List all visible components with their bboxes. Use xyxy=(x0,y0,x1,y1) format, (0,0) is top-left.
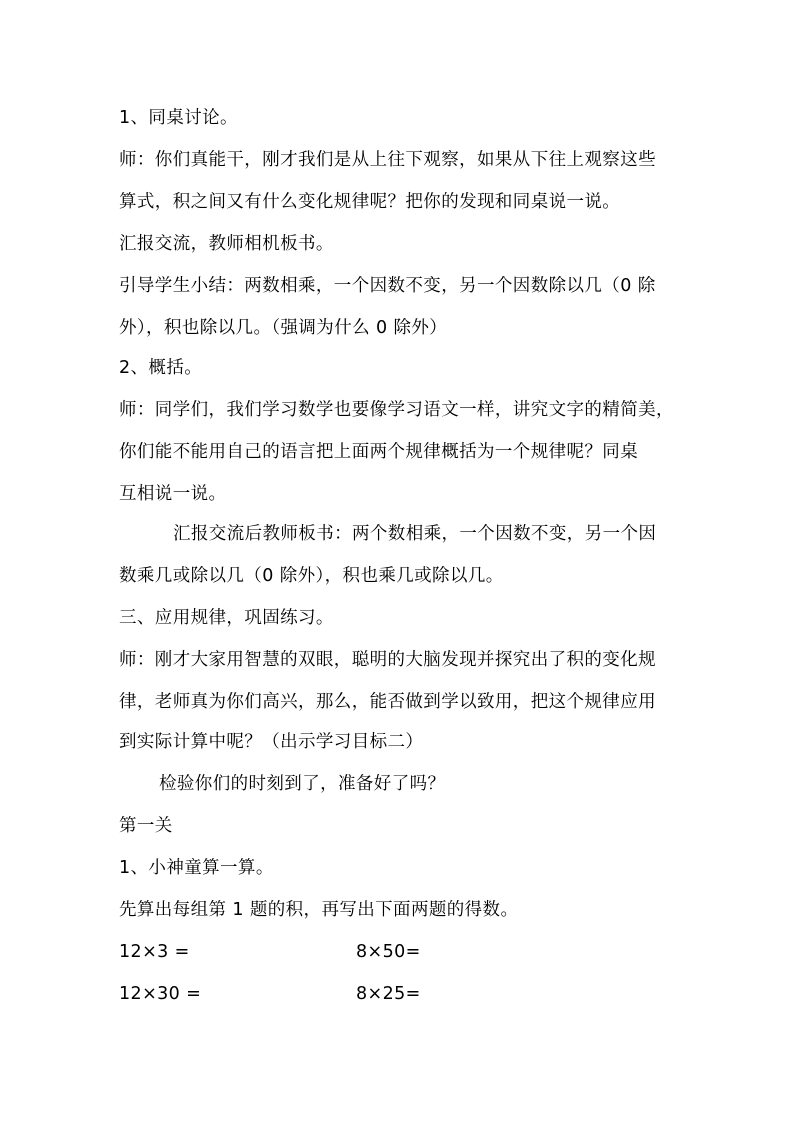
equation-right: 8×25= xyxy=(356,984,421,1004)
equation-left: 12×3 = xyxy=(119,942,190,962)
text-line: 汇报交流后教师板书：两个数相乘，一个因数不变，另一个因 xyxy=(173,524,657,544)
text-line: 汇报交流，教师相机板书。 xyxy=(119,234,334,254)
text-line: 数乘几或除以几（0 除外），积也乘几或除以几。 xyxy=(119,566,504,586)
text-line: 检验你们的时刻到了，准备好了吗？ xyxy=(159,774,446,794)
text-line: 先算出每组第 1 题的积，再写出下面两题的得数。 xyxy=(119,900,519,920)
text-line: 互相说一说。 xyxy=(119,484,227,504)
section-heading: 2、概括。 xyxy=(119,358,203,378)
text-line: 师：同学们，我们学习数学也要像学习语文一样，讲究文字的精简美， xyxy=(119,400,674,420)
text-line: 到实际计算中呢？（出示学习目标二） xyxy=(119,732,424,752)
text-line: 你们能不能用自己的语言把上面两个规律概括为一个规律呢？同桌 xyxy=(119,442,639,462)
text-line: 师：你们真能干，刚才我们是从上往下观察，如果从下往上观察这些 xyxy=(119,150,656,170)
equation-left: 12×30 = xyxy=(119,984,202,1004)
text-line: 1、同桌讨论。 xyxy=(119,108,238,128)
text-line: 师：刚才大家用智慧的双眼，聪明的大脑发现并探究出了积的变化规 xyxy=(119,650,656,670)
section-heading: 三、应用规律，巩固练习。 xyxy=(119,608,334,628)
text-line: 1、小神童算一算。 xyxy=(119,858,274,878)
text-line: 算式，积之间又有什么变化规律呢？把你的发现和同桌说一说。 xyxy=(119,192,621,212)
text-line: 律，老师真为你们高兴，那么，能否做到学以致用，把这个规律应用 xyxy=(119,692,656,712)
text-line: 引导学生小结：两数相乘，一个因数不变，另一个因数除以几（0 除 xyxy=(119,276,656,296)
text-line: 外），积也除以几。（强调为什么 0 除外） xyxy=(119,318,448,338)
equation-right: 8×50= xyxy=(356,942,421,962)
section-heading: 第一关 xyxy=(119,816,173,836)
